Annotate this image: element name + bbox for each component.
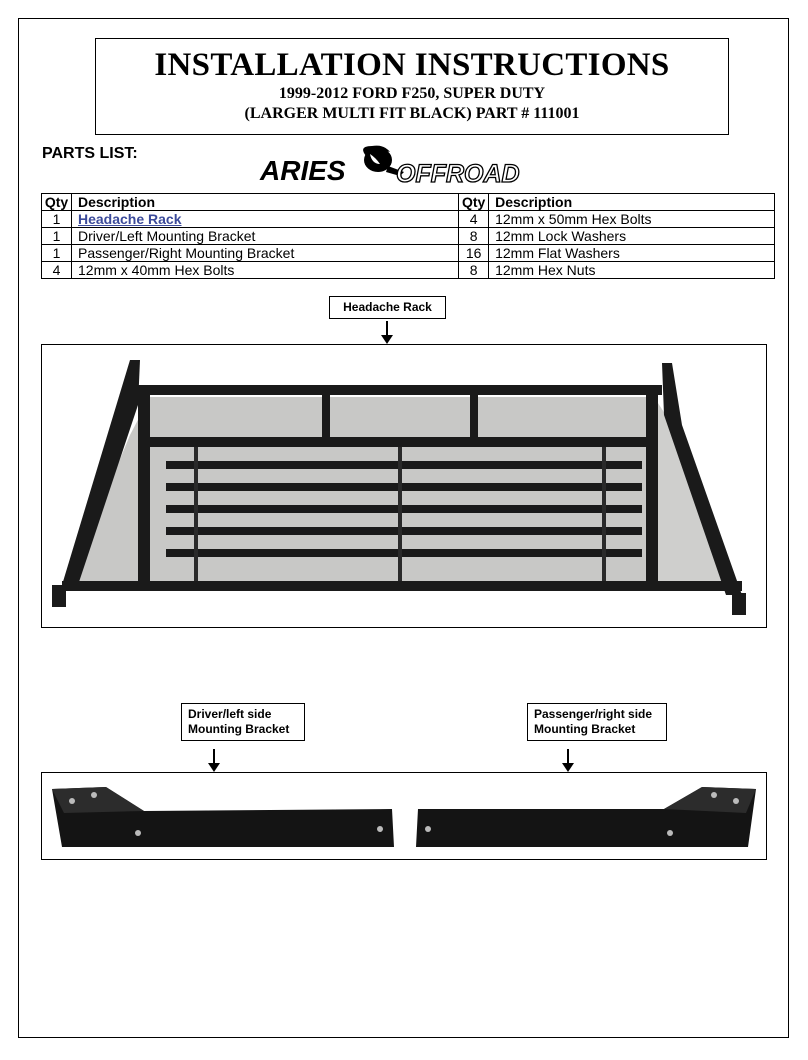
table-row — [42, 262, 775, 279]
document-title: INSTALLATION INSTRUCTIONS — [154, 47, 670, 83]
passenger-bracket-callout — [527, 703, 667, 741]
qty-cell: 8 — [459, 228, 489, 245]
aries-offroad-logo — [258, 142, 538, 188]
headache-rack-photo — [41, 344, 767, 628]
logo-brand-text: ARIES — [260, 155, 346, 186]
arrow-down-icon — [207, 749, 221, 773]
arrow-down-icon — [380, 321, 394, 345]
mounting-brackets-image — [42, 773, 766, 859]
qty-cell: 1 — [42, 245, 72, 262]
headache-rack-callout — [329, 296, 446, 319]
qty-cell: 1 — [42, 211, 72, 228]
callout-label: Passenger/right side — [534, 707, 653, 721]
description-cell: 12mm Lock Washers — [489, 228, 775, 245]
qty-cell: 4 — [459, 211, 489, 228]
arrow-down-icon — [561, 749, 575, 773]
parts-table — [41, 193, 775, 279]
qty-cell: 16 — [459, 245, 489, 262]
qty-cell: 4 — [42, 262, 72, 279]
callout-label: Driver/left side — [188, 707, 272, 721]
title-box — [95, 38, 729, 135]
headache-rack-link[interactable]: Headache Rack — [78, 211, 182, 227]
callout-label: Mounting Bracket — [188, 722, 290, 736]
table-row — [42, 228, 775, 245]
logo-sub-text: OFFROAD — [396, 160, 520, 188]
header-description: Description — [489, 194, 775, 211]
vehicle-line: 1999-2012 FORD F250, SUPER DUTY — [278, 85, 546, 102]
headache-rack-image — [42, 345, 766, 627]
qty-cell: 8 — [459, 262, 489, 279]
description-cell: Driver/Left Mounting Bracket — [72, 228, 459, 245]
callout-label: Mounting Bracket — [534, 722, 636, 736]
header-qty: Qty — [459, 194, 489, 211]
passenger-bracket-shape — [416, 787, 756, 847]
driver-bracket-callout — [181, 703, 305, 741]
description-cell: 12mm Flat Washers — [489, 245, 775, 262]
mounting-brackets-photo — [41, 772, 767, 860]
description-cell: Passenger/Right Mounting Bracket — [72, 245, 459, 262]
qty-cell: 1 — [42, 228, 72, 245]
description-cell — [72, 211, 459, 228]
parts-list-label: PARTS LIST: — [42, 145, 138, 162]
header-description: Description — [72, 194, 459, 211]
callout-label: Headache Rack — [343, 300, 432, 314]
driver-bracket-shape — [52, 787, 394, 847]
table-header-row — [42, 194, 775, 211]
description-cell: 12mm x 50mm Hex Bolts — [489, 211, 775, 228]
part-number-line: (LARGER MULTI FIT BLACK) PART # 111001 — [244, 105, 580, 122]
table-row — [42, 211, 775, 228]
header-qty: Qty — [42, 194, 72, 211]
description-cell: 12mm Hex Nuts — [489, 262, 775, 279]
description-cell: 12mm x 40mm Hex Bolts — [72, 262, 459, 279]
table-row — [42, 245, 775, 262]
